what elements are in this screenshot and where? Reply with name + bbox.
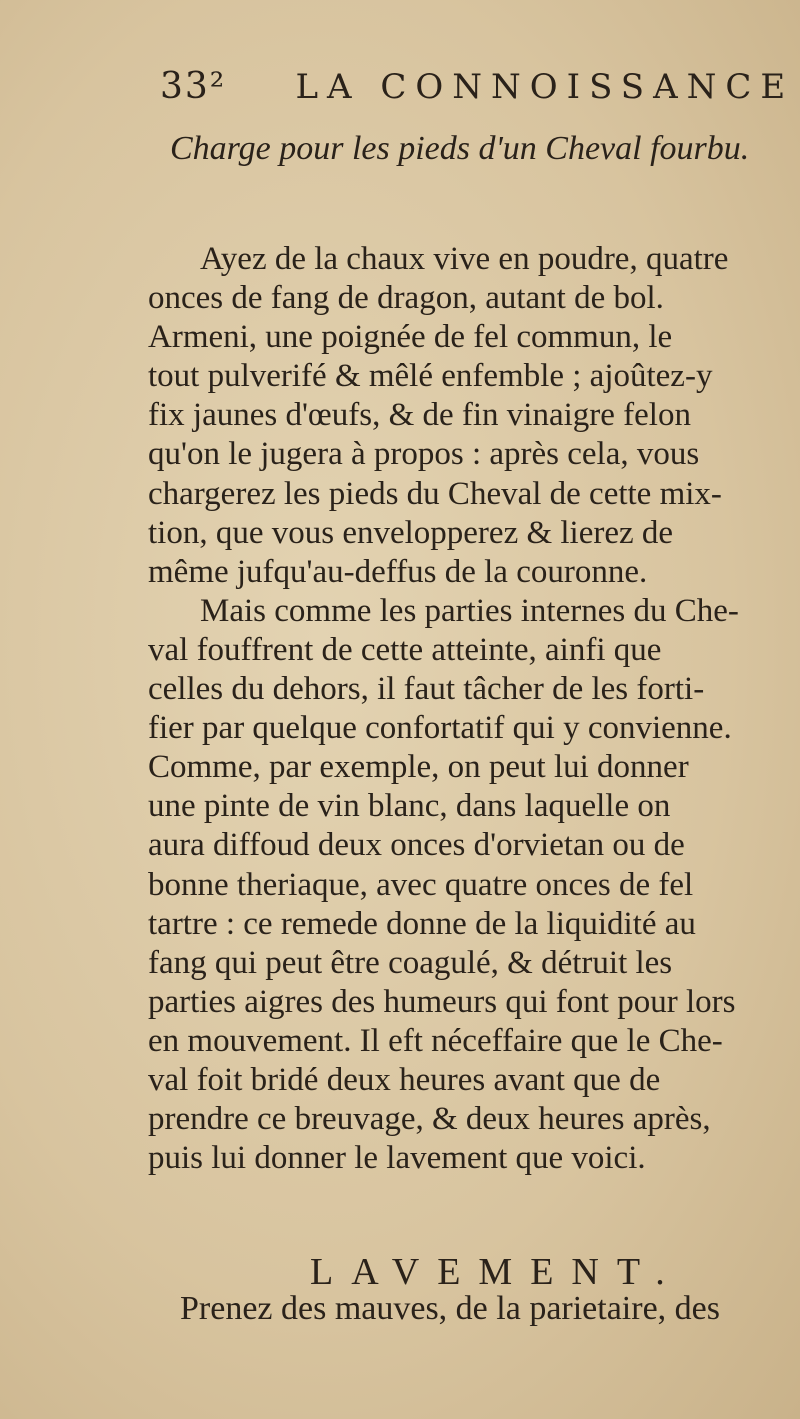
text-line: tout pulverifé & mêlé enfemble ; ajoûtez-y: [148, 358, 713, 395]
text-line: Ayez de la chaux vive en poudre, quatre: [200, 241, 729, 277]
section-heading: LAVEMENT.: [310, 1251, 683, 1293]
running-title: LA CONNOISSANCE: [295, 67, 795, 107]
text-line: Armeni, une poignée de fel commun, le: [148, 319, 673, 356]
text-line: fix jaunes d'œufs, & de fin vinaigre felon: [148, 397, 691, 434]
text-line: qu'on le jugera à propos : après cela, vous: [148, 436, 700, 473]
text-line: fang qui peut être coagulé, & détruit les: [148, 944, 673, 981]
body-text: [148, 240, 788, 1178]
text-line: onces de fang de dragon, autant de bol.: [148, 280, 664, 317]
text-line: une pinte de vin blanc, dans laquelle on: [148, 788, 671, 825]
text-line: tion, que vous envelopperez & lierez de: [148, 514, 674, 551]
text-line: tartre : ce remede donne de la liquidité au: [148, 905, 696, 942]
text-line: Prenez des mauves, de la parietaire, des: [180, 1290, 720, 1327]
text-line: val fouffrent de cette atteinte, ainfi que: [148, 631, 662, 668]
text-line: même jufqu'au-deffus de la couronne.: [148, 553, 648, 590]
text-line: fier par quelque confortatif qui y convienne.: [148, 710, 732, 747]
page-number: 33²: [160, 66, 227, 107]
page-header: [160, 66, 795, 107]
text-line: parties aigres des humeurs qui font pour lors: [148, 983, 736, 1020]
text-line: aura diffoud deux onces d'orvietan ou de: [148, 827, 685, 864]
text-line: en mouvement. Il eft néceffaire que le Che-: [148, 1022, 723, 1059]
text-line: Comme, par exemple, on peut lui donner: [148, 749, 689, 786]
text-line: puis lui donner le lavement que voici.: [148, 1140, 646, 1177]
recipe-title: Charge pour les pieds d'un Cheval fourbu.: [170, 130, 750, 167]
text-line: Mais comme les parties internes du Che-: [200, 592, 739, 629]
text-line: chargerez les pieds du Cheval de cette mix-: [148, 475, 722, 512]
text-line: val foit bridé deux heures avant que de: [148, 1061, 661, 1098]
text-line: bonne theriaque, avec quatre onces de fel: [148, 866, 694, 903]
text-line: prendre ce breuvage, & deux heures après,: [148, 1101, 711, 1138]
text-line: celles du dehors, il faut tâcher de les forti-: [148, 671, 705, 708]
